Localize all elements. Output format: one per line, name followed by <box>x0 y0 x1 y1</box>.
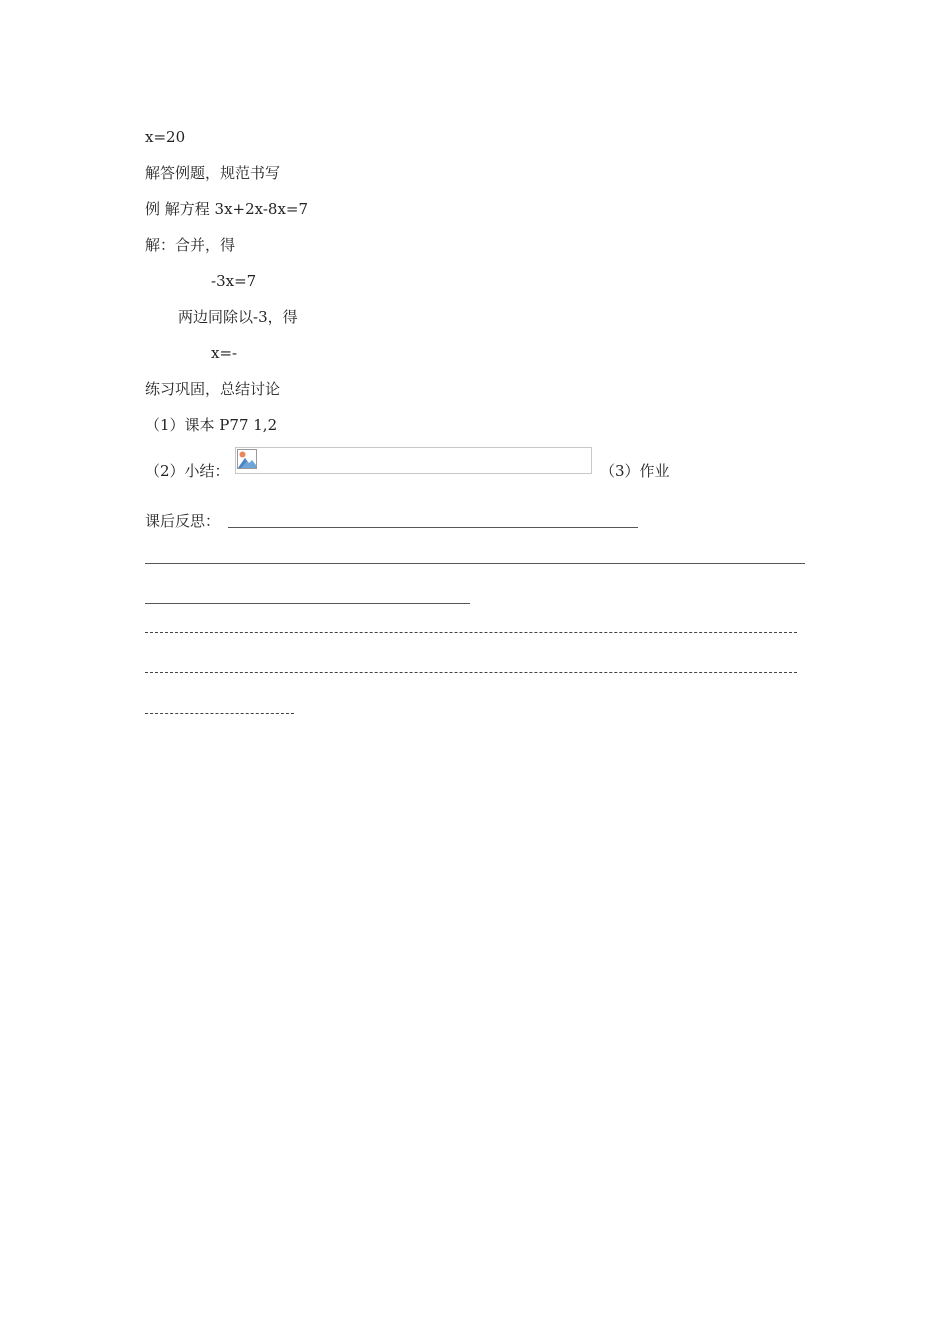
reflection-underline-1 <box>228 527 638 528</box>
solution-result-combine: -3x=7 <box>211 272 257 290</box>
reflection-underline-3 <box>145 603 470 604</box>
practice-item-1: （1）课本 P77 1,2 <box>145 416 278 434</box>
reflection-dash-line-1 <box>145 632 797 633</box>
solution-step-combine: 解：合并，得 <box>145 236 236 254</box>
example-equation: 例 解方程 3x+2x-8x=7 <box>145 200 309 218</box>
solution-result-x: x=- <box>211 344 238 362</box>
reflection-dash-line-2 <box>145 672 797 673</box>
practice-item-3: （3）作业 <box>600 462 670 480</box>
reflection-label: 课后反思： <box>145 512 221 530</box>
section-heading-practice: 练习巩固，总结讨论 <box>145 380 281 398</box>
line-x-equals-20: x=20 <box>145 128 186 146</box>
reflection-underline-2 <box>145 563 805 564</box>
solution-step-divide: 两边同除以-3，得 <box>178 308 298 326</box>
section-heading-example: 解答例题，规范书写 <box>145 164 281 182</box>
broken-image-placeholder <box>235 447 592 474</box>
practice-item-2: （2）小结： <box>145 462 230 480</box>
broken-image-icon <box>237 449 257 469</box>
reflection-dash-line-3 <box>145 713 294 714</box>
